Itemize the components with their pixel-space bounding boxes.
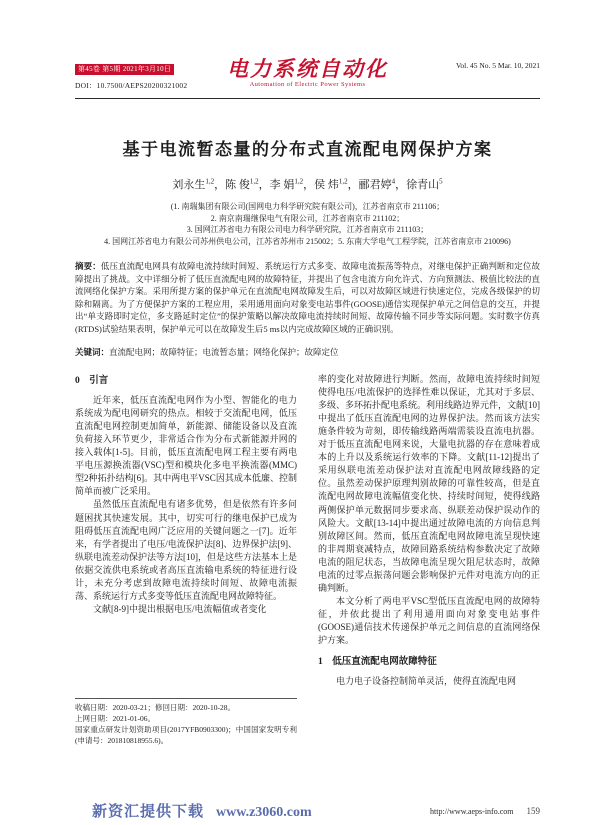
abstract-label: 摘要： <box>75 261 101 271</box>
author-name: 李 娟 <box>269 179 295 191</box>
authors-line <box>75 176 540 192</box>
journal-url-link[interactable]: http://www.aeps-info.com <box>430 807 514 816</box>
author <box>172 179 225 191</box>
page-footer <box>430 806 540 816</box>
footnote-received-date: 收稿日期：2020-03-21；修回日期：2020-10-28。 <box>75 703 235 713</box>
author-separator: ， <box>395 179 407 191</box>
affiliation-line: 3. 国网江苏省电力有限公司电力科学研究院，江苏省南京市 211103； <box>186 225 429 234</box>
author-name: 陈 俊 <box>225 179 250 191</box>
body-paragraph: 率的变化对故障进行判断。然而，故障电流持续时间短使得电压/电流保护的选择性难以保证，尤其对于多层、多级、多环拓扑配电系统。利用线路边界元件，文献[10]中提出了低压直流配电网的边界保护法。然而该方法实施条件较为苛刻，即传输线路两端需装设直流电抗器。对于低压直流配电网来说，大量电抗器的存在意味着成本的上升以及系统运行效率的下降。文献[11-12]提出了采用纵联电流差动保护法对直流配电网故障线路的定位。虽然差动保护原理判别故障的可靠性较高，但是直流配电网故障电流幅值变化快、持续时间短，使得线路两侧保护单元数据同步要求高、纵联差动保护误动作的风险大。文献[13-14]中提出通过故障电流的方向信息判别故障区间。然而，低压直流配电网故障电流呈现快速的非周期衰减特点，故障回路系统结构参数决定了故障电流的阻尼状态，当故障电流呈现欠阻尼状态时，故障电流的过零点振荡问题会影响保护元件对电流方向的正确判断。 <box>318 373 540 594</box>
author-affil-sup: 1,2 <box>205 177 215 186</box>
body-paragraph: 电力电子设备控制简单灵活，使得直流配电网 <box>336 675 517 686</box>
author <box>270 179 315 191</box>
author-name: 徐青山 <box>406 179 440 191</box>
body-paragraph: 本文分析了两电平VSC型低压直流配电网的故障特征，并依此提出了利用通用面向对象变电站事件(GOOSE)通信技术传递保护单元之间信息的直流网络保护方案。 <box>318 596 540 646</box>
author <box>359 179 407 191</box>
author <box>406 179 443 191</box>
watermark <box>92 800 312 821</box>
author-separator: ， <box>303 179 315 191</box>
author-affil-sup: 1,2 <box>338 177 348 186</box>
author-name: 侯 炜 <box>314 179 339 191</box>
footnote-block <box>75 698 297 746</box>
body-columns <box>75 373 540 747</box>
author-separator: ， <box>214 179 226 191</box>
page-number: 159 <box>526 806 540 816</box>
watermark-url-link[interactable]: www.z3060.com <box>216 805 312 820</box>
section-heading-0: 0 引言 <box>75 375 109 386</box>
issue-info-en: Vol. 45 No. 5 Mar. 10, 2021 <box>455 61 540 70</box>
author-affil-sup: 1,2 <box>294 177 304 186</box>
author-separator: ， <box>347 179 359 191</box>
journal-name-en: Automation of Electric Power Systems <box>249 81 366 88</box>
article-title: 基于电流暂态量的分布式直流配电网保护方案 <box>122 140 493 159</box>
footnote-online-date: 上网日期：2021-01-06。 <box>75 714 155 724</box>
journal-name-cn: 电力系统自动化 <box>227 57 388 81</box>
footnote-funding: 国家重点研发计划资助项目(2017YFB0903300)；中国国家发明专利(申请号：201810818955.6)。 <box>75 724 297 745</box>
author-affil-sup: 5 <box>439 177 443 186</box>
section-heading-1: 1 低压直流配电网故障特征 <box>318 656 437 667</box>
body-paragraph: 近年来，低压直流配电网作为小型、智能化的电力系统成为配电网研究的热点。相较于交流配电网，低压直流配电网控制更加简单，新能源、储能设备以及直流负荷接入环节更少，非常适合作为分布式新能源并网的接入载体[1-5]。目前，低压直流配电网工程主要有两电平电压源换流器(VSC)型和模块化多电平换流器(MMC)型2种拓扑结构[6]。其中两电平VSC因其成本低廉、控制简单而被广泛采用。 <box>75 394 297 497</box>
watermark-text: 新资汇提供下载 <box>92 804 205 820</box>
body-paragraph: 文献[8-9]中提出根据电压/电流幅值或者变化 <box>93 604 267 615</box>
author <box>225 179 270 191</box>
author-name: 郦君婷 <box>358 179 392 191</box>
right-column <box>318 373 540 747</box>
author-affil-sup: 4 <box>391 177 396 186</box>
keywords <box>75 346 540 358</box>
doi-text: DOI：10.7500/AEPS20200321002 <box>75 81 188 90</box>
page-header <box>75 58 540 91</box>
header-left <box>75 58 225 91</box>
author <box>314 179 359 191</box>
keywords-label: 关键词： <box>75 346 110 357</box>
author-separator: ， <box>258 179 270 191</box>
keywords-text: 直流配电网；故障特征；电流暂态量；网络化保护；故障定位 <box>109 346 339 357</box>
author-name: 刘永生 <box>172 179 206 191</box>
abstract <box>75 260 540 336</box>
affiliation-line: 4. 国网江苏省电力有限公司苏州供电公司，江苏省苏州市 215002；5. 东南大学电气工程学院，江苏省南京市 210096) <box>104 236 511 246</box>
issue-info-cn: 第45卷 第5期 2021年3月10日 <box>75 64 174 75</box>
left-column <box>75 373 297 747</box>
abstract-text: 低压直流配电网具有故障电流持续时间短、系统运行方式多变、故障电流振荡等特点，对继电保护正确判断和定位故障提出了挑战。文中详细分析了低压直流配电网的故障特征，并提出了包含电流方向允许式、方向预测法、极值比较法的直流网络化保护方案。采用所提方案的保护单元在直流配电网故障发生后，可以对故障区域进行快速定位，完成各级保护的切除和隔离。为了方便保护方案的工程应用，采用通用面向对象变电站事件(GOOSE)通信实现保护单元之间信息的交互，并提出“单支路即时定位，多支路延时定位”的保护策略以解决故障电流持续时间短、故障传输不同步等实际问题。实时数字仿真(RTDS)试验结果表明，保护单元可以在故障发生后5 ms以内完成故障区域的正确识别。 <box>75 261 540 334</box>
affiliations <box>75 201 540 247</box>
body-paragraph: 虽然低压直流配电有诸多优势，但是依然有许多问题困扰其快速发展。其中，切实可行的继电保护已成为阻碍低压直流配电网广泛应用的关键问题之一[7]。近年来，有学者提出了电压/电流保护法[8]、边界保护法[9]、纵联电流差动保护法等方法[10]，但是这些方法基本上是依据交流供电系统或者高压直流输电系统的特征进行设计，未充分考虑到故障电流持续时间短、故障电流振荡、系统运行方式多变等低压直流配电网故障特征。 <box>75 499 297 602</box>
journal-logo <box>225 58 390 88</box>
author-affil-sup: 1,2 <box>249 177 259 186</box>
affiliation-line: 2. 南京南瑞继保电气有限公司，江苏省南京市 211102； <box>210 213 405 223</box>
affiliation-line: (1. 南瑞集团有限公司(国网电力科学研究院有限公司)，江苏省南京市 211106； <box>170 202 445 211</box>
header-divider <box>75 98 540 99</box>
